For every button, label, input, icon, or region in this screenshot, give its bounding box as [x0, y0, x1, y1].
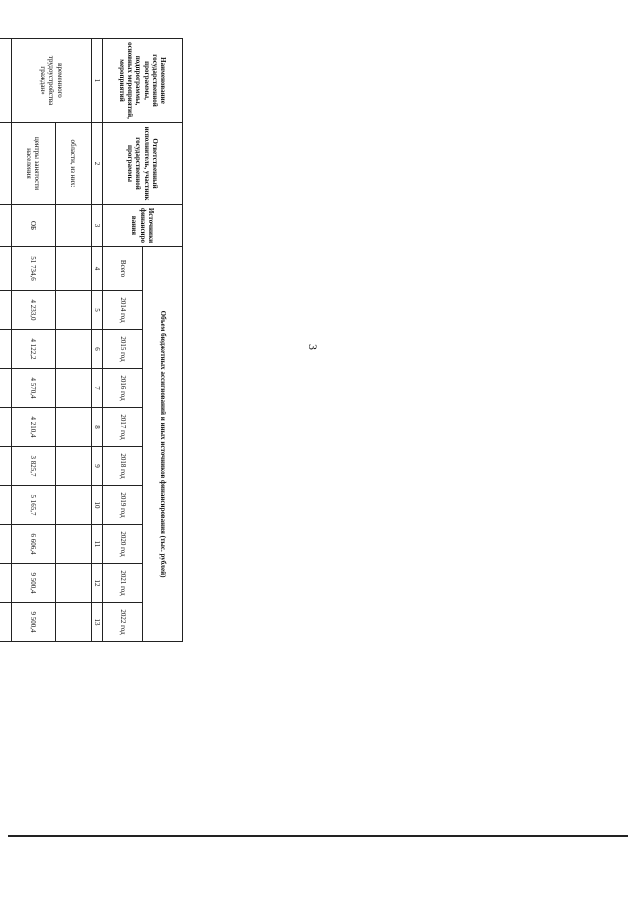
row-value — [0, 408, 11, 447]
row-executor — [0, 123, 11, 205]
row-value: 9 500,4 — [11, 564, 55, 603]
row-name: временного трудоустройства граждан» — [11, 39, 91, 123]
header-col-number: 8 — [91, 408, 102, 447]
row-name — [0, 39, 11, 123]
header-year: 2018 год — [103, 447, 143, 486]
row-executor: области, из них: — [55, 123, 91, 205]
row-value — [0, 291, 11, 330]
header-col-number: 9 — [91, 447, 102, 486]
header-col-number: 5 — [91, 291, 102, 330]
row-value: 4 233,0 — [11, 291, 55, 330]
header-name: Наименование государственной программы, подпрограммы, основных мероприятий, мероприятий — [103, 39, 183, 123]
row-value — [55, 486, 91, 525]
row-value — [0, 603, 11, 642]
header-year: 2015 год — [103, 330, 143, 369]
header-col-number: 10 — [91, 486, 102, 525]
table-row — [11, 39, 55, 642]
row-value: 3 825,7 — [11, 447, 55, 486]
header-year: 2017 год — [103, 408, 143, 447]
row-value: 4 570,4 — [11, 369, 55, 408]
row-value — [55, 369, 91, 408]
table-row — [55, 39, 91, 642]
header-executor: Ответственный исполнитель, участник государственной программы — [103, 123, 183, 205]
header-year: 2014 год — [103, 291, 143, 330]
header-year: 2022 год — [103, 603, 143, 642]
row-value: 6 606,4 — [11, 525, 55, 564]
row-value: 51 734,6 — [11, 247, 55, 291]
header-volume: Объем бюджетных ассигнований и иных источников финансирования (тыс. рублей) — [143, 247, 183, 642]
row-value — [55, 447, 91, 486]
row-value — [0, 447, 11, 486]
row-value — [55, 603, 91, 642]
row-value: 9 500,4 — [11, 603, 55, 642]
row-value — [0, 369, 11, 408]
header-col-number: 6 — [91, 330, 102, 369]
rotated-table-container — [0, 38, 183, 888]
header-col-number: 1 — [91, 39, 102, 123]
header-year: 2021 год — [103, 564, 143, 603]
header-col-number: 12 — [91, 564, 102, 603]
header-col-number: 11 — [91, 525, 102, 564]
row-source — [55, 205, 91, 247]
row-value — [55, 408, 91, 447]
row-value — [0, 486, 11, 525]
row-value — [0, 330, 11, 369]
row-value — [55, 525, 91, 564]
row-value — [55, 247, 91, 291]
header-year: 2019 год — [103, 486, 143, 525]
header-col-number: 7 — [91, 369, 102, 408]
row-value — [0, 247, 11, 291]
header-source: Источники финансиро вания — [103, 205, 183, 247]
header-year: 2016 год — [103, 369, 143, 408]
table-row — [0, 39, 11, 642]
header-year: 2020 год — [103, 525, 143, 564]
financing-table — [0, 38, 183, 642]
row-value: 5 165,7 — [11, 486, 55, 525]
row-value — [55, 564, 91, 603]
page-number: 3 — [306, 344, 320, 350]
row-source: ОБ — [11, 205, 55, 247]
row-value — [55, 330, 91, 369]
row-value — [55, 291, 91, 330]
row-executor: центры занятости населения — [11, 123, 55, 205]
header-total: Всего — [103, 247, 143, 291]
header-col-number: 4 — [91, 247, 102, 291]
header-col-number: 2 — [91, 123, 102, 205]
bottom-divider-line — [8, 835, 628, 837]
row-value: 4 210,4 — [11, 408, 55, 447]
header-col-number: 13 — [91, 603, 102, 642]
row-source — [0, 205, 11, 247]
row-value: 4 122,2 — [11, 330, 55, 369]
header-col-number: 3 — [91, 205, 102, 247]
row-value — [0, 525, 11, 564]
row-value — [0, 564, 11, 603]
